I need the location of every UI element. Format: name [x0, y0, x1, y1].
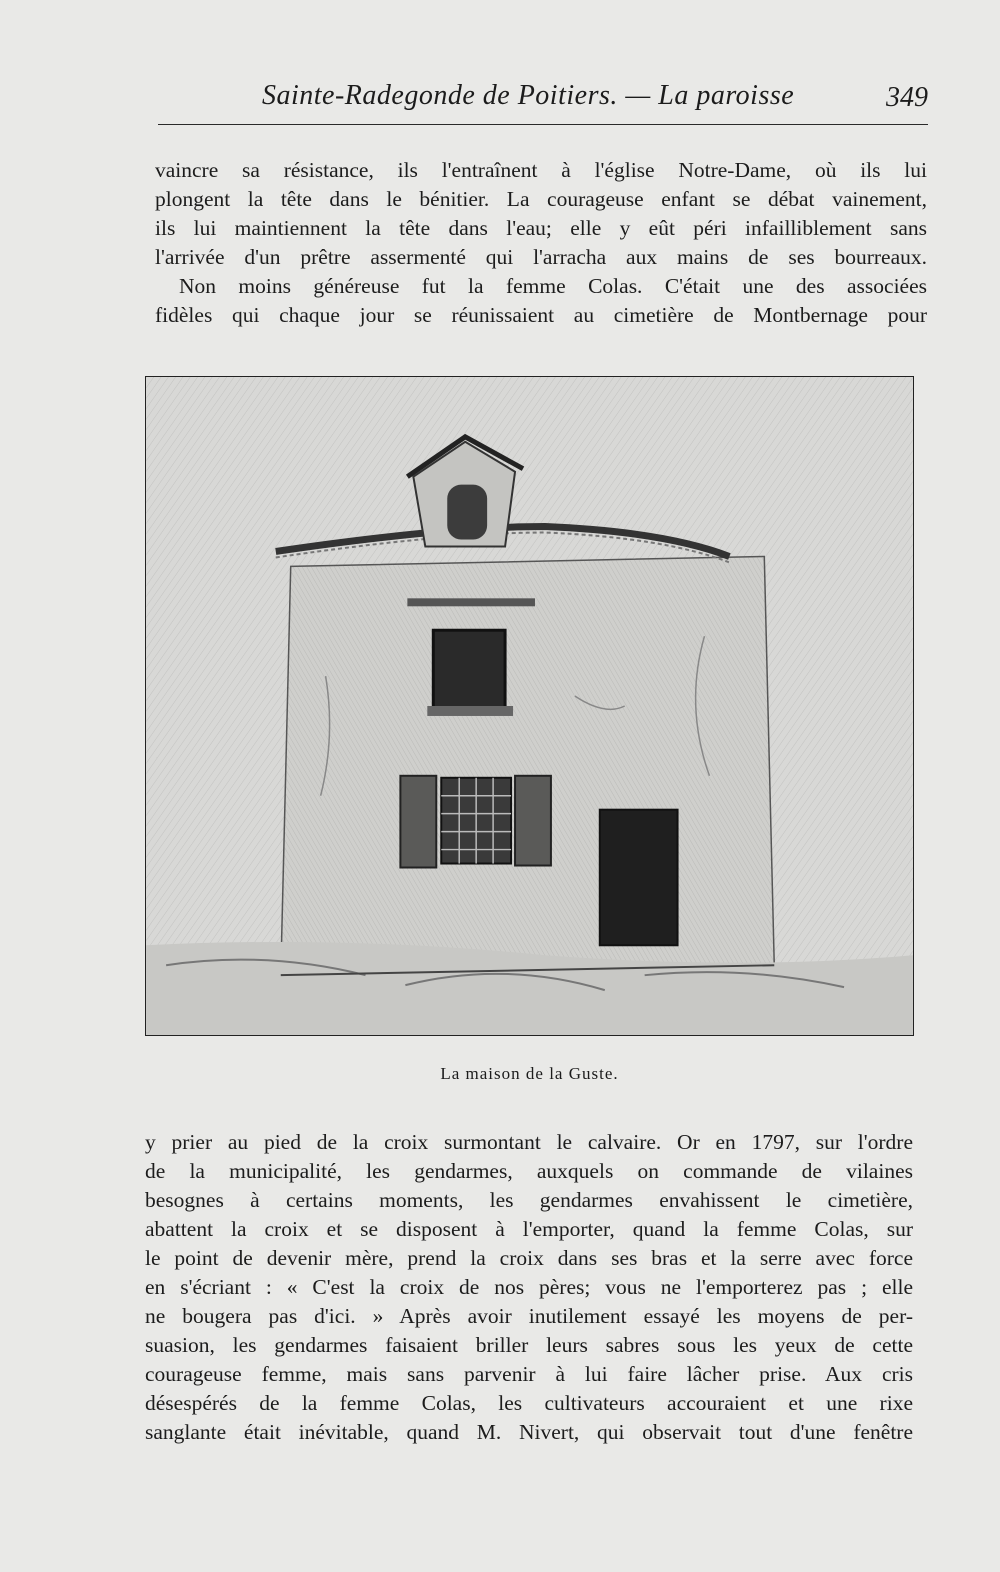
paragraph-bottom — [145, 1128, 913, 1447]
text-line: ils lui maintiennent la tête dans l'eau; elle y eût péri infailliblement sans — [155, 216, 927, 240]
text-line: désespérés de la femme Colas, les cultivateurs accouraient et une rixe — [145, 1391, 913, 1415]
text-line: suasion, les gendarmes faisaient briller leurs sabres sous les yeux de cette — [145, 1333, 913, 1357]
running-head — [158, 72, 928, 120]
text-line: fidèles qui chaque jour se réunissaient au cimetière de Montbernage pour — [155, 303, 927, 327]
house-illustration — [146, 377, 913, 1035]
text-line: le point de devenir mère, prend la croix dans ses bras et la serre avec force — [145, 1246, 913, 1270]
paragraph-top — [155, 156, 927, 330]
header-rule — [158, 124, 928, 125]
text-line: courageuse femme, mais sans parvenir à lui faire lâcher prise. Aux cris — [145, 1362, 913, 1386]
text-line: Non moins généreuse fut la femme Colas. C'était une des associées — [179, 274, 927, 298]
running-head-title: Sainte-Radegonde de Poitiers. — La paroisse — [262, 80, 795, 111]
text-line: de la municipalité, les gendarmes, auxquels on commande de vilaines — [145, 1159, 913, 1183]
text-line: l'arrivée d'un prêtre assermenté qui l'arracha aux mains de ses bourreaux. — [155, 245, 927, 269]
figure-caption: La maison de la Guste. — [440, 1064, 619, 1083]
text-line: abattent la croix et se disposent à l'emporter, quand la femme Colas, sur — [145, 1217, 913, 1241]
text-line: y prier au pied de la croix surmontant le calvaire. Or en 1797, sur l'ordre — [145, 1130, 913, 1154]
figure-house-drawing — [145, 376, 914, 1036]
text-line: en s'écriant : « C'est la croix de nos pères; vous ne l'emporterez pas ; elle — [145, 1275, 913, 1299]
text-line: plongent la tête dans le bénitier. La courageuse enfant se débat vainement, — [155, 187, 927, 211]
text-line: vaincre sa résistance, ils l'entraînent à l'église Notre-Dame, où ils lui — [155, 158, 927, 182]
text-line: sanglante était inévitable, quand M. Nivert, qui observait tout d'une fenêtre — [145, 1420, 913, 1444]
text-line: besognes à certains moments, les gendarmes envahissent le cimetière, — [145, 1188, 913, 1212]
page-number: 349 — [886, 82, 928, 113]
text-line: ne bougera pas d'ici. » Après avoir inutilement essayé les moyens de per- — [145, 1304, 913, 1328]
